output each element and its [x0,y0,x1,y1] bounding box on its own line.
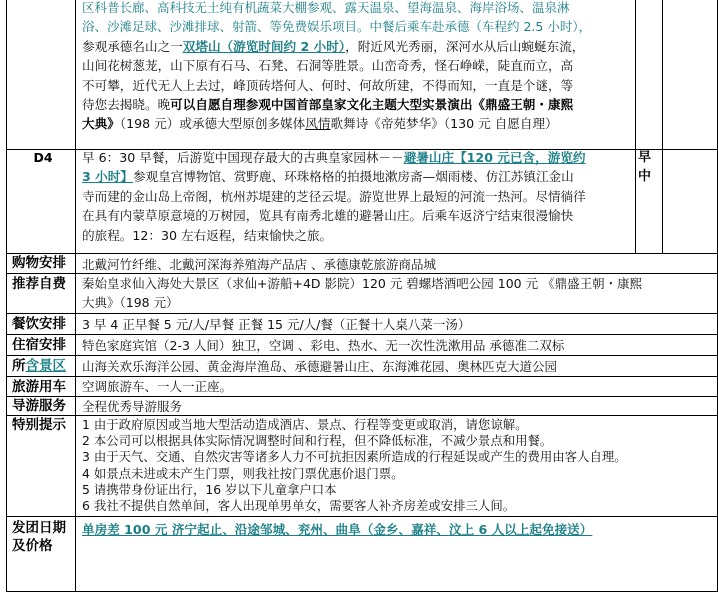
day-label [7,149,75,169]
bus-value: 空调旅游车、一人一正座。 [82,379,233,394]
row-divider [6,415,718,416]
table-border-left [6,0,7,592]
hotel-label: 住宿安排 [12,337,66,353]
day4-line: 在具有内蒙草原意境的万树园，览具有南秀北雄的避暑山庄。后乘车返济宁结束很漫愉快 [82,208,574,224]
day3-description [76,0,635,149]
price-and-pickup-info: 单房差 100 元 济宁起止、沿途邹城、兖州、曲阜（金乡、嘉祥、汶上 6 人以上起免接送） [82,522,593,537]
meals-value: 3 早 4 正早餐 5 元/人/早餐 正餐 15 元/人/餐（正餐十人桌八菜一汤） [82,317,471,332]
summer-resort-highlight: 3 小时】 [82,169,133,185]
summer-resort-highlight: 避暑山庄【120 元已含，游览约 [403,150,586,165]
day3-line: 浴、沙滩足球、沙滩排球、射箭、等免费娱乐项目。中餐后乘车赴承德（车程约 2.5 小时）， [82,19,592,35]
shuangta-mountain-highlight: 双塔山（游览时间约 2 小时） [182,38,346,54]
day3-text: 待您去揭晓。晚 [82,97,171,113]
show-recommendation: 可以自愿自理参观中国首部皇家文化主题大型实景演出《鼎盛王朝・康熙 [170,97,574,113]
day4-line: 的旅程。12：30 左右返程，结束愉快之旅。 [82,227,333,243]
sights-label [7,358,75,376]
meal-column-divider [635,0,636,253]
day4-label: D4 [33,150,53,165]
note-item: 3 由于天气、交通、自然灾害等诸多人力不可抗拒因素所造成的行程延误或产生的费用由客人自理。 [82,449,627,465]
note-item: 5 请携带身份证出行，16 岁以下儿童拿户口本 [82,481,337,497]
meal-column-divider-right [662,0,663,253]
shopping-value: 北戴河竹纤维、北戴河深海养殖海产品店 、承德康乾旅游商品城 [82,257,436,272]
bus-label: 旅游用车 [12,379,66,395]
row-divider [6,516,718,517]
selfpay-line: 秦始皇求仙入海处大景区（求仙+游船+4D 影院）120 元 碧螺塔酒吧公园 100 元 《鼎盛王朝・康熙 [82,276,643,291]
day3-text: 参观承德名山之一 [82,38,183,54]
day3-text: （198 元）或承德大型原创多媒体 [119,116,306,132]
row-divider [6,334,718,335]
day4-line: 寺而建的金山岛上帝阁，杭州苏堤建的芝径云堤。游览世界上最短的河流一热河。尽情徜徉 [82,188,586,204]
row-divider [6,355,718,356]
selfpay-label: 推荐自费 [12,276,66,292]
day3-text: 歌舞诗《帝苑梦华》（130 元 自愿自理） [330,116,558,132]
shopping-label: 购物安排 [12,255,66,271]
day3-text: 风情 [305,116,331,132]
sights-value: 山海关欢乐海洋公园、黄金海岸渔岛、承德避暑山庄、东海滩花园、奥林匹克大道公园 [82,359,558,374]
guide-label: 导游服务 [12,398,66,414]
row-divider [6,253,718,254]
day3-text: ，附近风光秀丽，深河水从后山蜿蜒东流， [345,38,585,54]
day3-line: 山间花树葱茏，山下原有石马、石凳、石洞等胜景。山峦奇秀，怪石峥嵘，陡直而立，高 [82,58,574,74]
meals-label: 餐饮安排 [12,316,66,332]
notes-list [82,417,716,516]
dates-label-line: 及价格 [12,538,53,554]
dates-label-line: 发团日期 [12,520,66,536]
row-divider [6,313,718,314]
show-title: 大典》 [82,116,120,132]
note-item: 4 如景点未进或未产生门票，则我社按门票优惠价退门票。 [82,465,404,481]
day3-line: 不可攀，近代无人上去过，峰顶砖塔何人、何时、何故所建，不得而知，一直是个谜，等 [82,77,574,93]
selfpay-line: 大典》（198 元） [82,295,179,310]
guide-value: 全程优秀导游服务 [82,399,183,414]
note-item: 1 由于政府原因或当地大型活动造成酒店、景点、行程等变更或取消，请您谅解。 [82,417,528,432]
selfpay-value [76,274,716,313]
day4-meals [636,148,662,188]
note-item: 6 我社不提供自然单间，客人出现单男单女，需要客人补齐房差或安排三人间。 [82,498,516,514]
day4-line [76,148,635,167]
sights-label-text: 所 [12,358,26,374]
day3-line [76,95,635,114]
day4-text: 早 6：30 早餐，后游览中国现存最大的古典皇家园林－－ [82,150,404,165]
sights-label-link: 含景区 [25,358,66,374]
dates-label [7,519,75,559]
meal-breakfast: 早 [638,150,652,165]
note-item: 2 本公司可以根据具体实际情况调整时间和行程，但不降低标准，不减少景点和用餐。 [82,433,553,449]
notes-label: 特别提示 [12,417,66,433]
day3-line [76,114,635,133]
dates-value [82,519,716,539]
day3-line [76,37,635,56]
day4-text: 参观皇宫博物馆、赏野鹿、环珠格格的拍摄地漱房斋—烟雨楼、仿江苏镇江金山 [132,169,574,185]
day3-line: 区科普长廊、高科技无土纯有机蔬菜大棚参观、露天温泉、望海温泉、海岸浴场、温泉淋 [82,0,570,15]
day4-line [76,167,635,186]
meal-lunch: 中 [638,169,652,184]
hotel-value: 特色家庭宾馆（2-3 人间）独卫，空调 、彩电、热水、无一次性洗漱用品 承德准二双标 [82,338,565,353]
day4-description [76,148,635,253]
